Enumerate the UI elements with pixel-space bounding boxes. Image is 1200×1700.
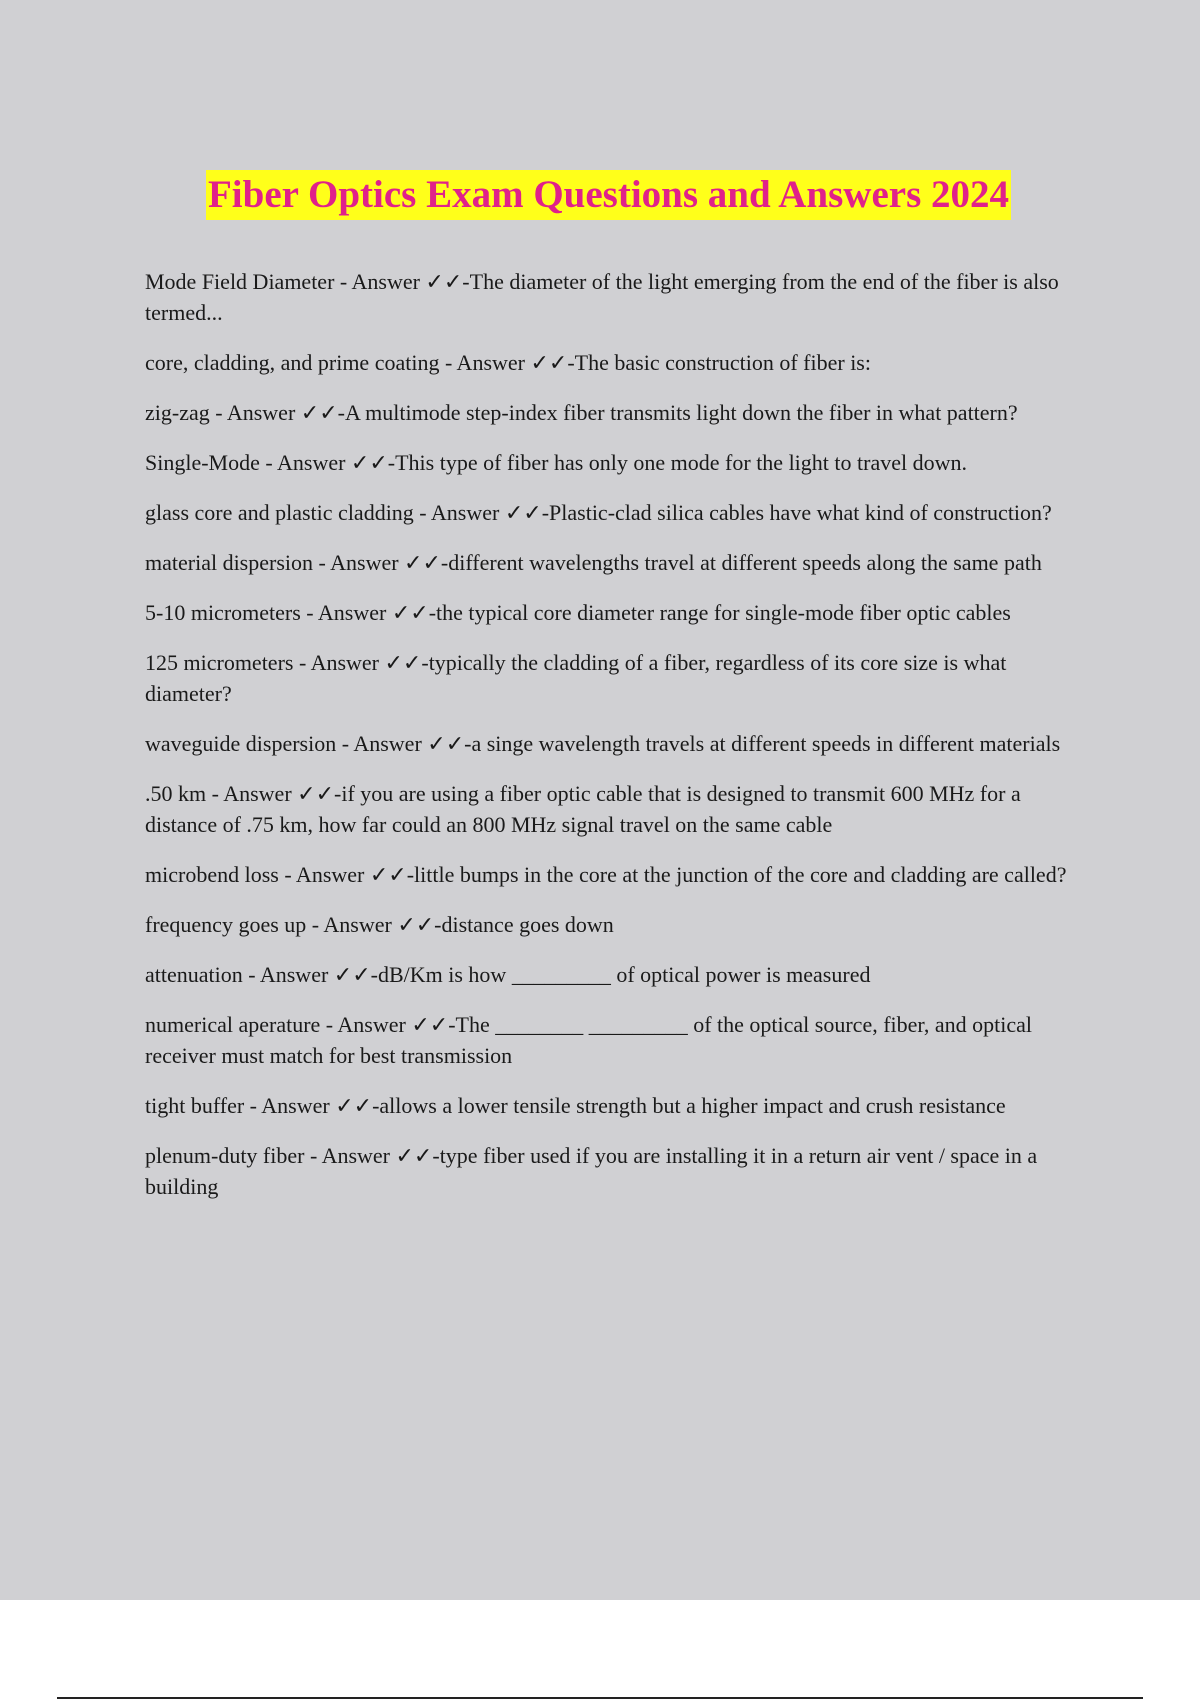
qa-item: attenuation - Answer ✓✓-dB/Km is how _________ of optical power is measured <box>145 962 871 987</box>
page-gap <box>0 1600 1200 1700</box>
qa-list <box>145 266 1090 1221</box>
qa-item: glass core and plastic cladding - Answer ✓✓-Plastic-clad silica cables have what kind of construction? <box>145 500 1052 525</box>
qa-item: waveguide dispersion - Answer ✓✓-a singe wavelength travels at different speeds in different materials <box>145 731 1061 756</box>
qa-item: Mode Field Diameter - Answer ✓✓-The diameter of the light emerging from the end of the fiber is also termed... <box>145 269 1059 325</box>
next-page-border <box>57 1697 1143 1699</box>
qa-item: frequency goes up - Answer ✓✓-distance goes down <box>145 912 614 937</box>
document-title: Fiber Optics Exam Questions and Answers 2024 <box>206 170 1011 220</box>
qa-item: microbend loss - Answer ✓✓-little bumps in the core at the junction of the core and cladding are called? <box>145 862 1067 887</box>
qa-item: 125 micrometers - Answer ✓✓-typically the cladding of a fiber, regardless of its core size is what diameter? <box>145 650 1007 706</box>
qa-item: core, cladding, and prime coating - Answer ✓✓-The basic construction of fiber is: <box>145 350 871 375</box>
title-container <box>0 170 1200 220</box>
qa-item: tight buffer - Answer ✓✓-allows a lower tensile strength but a higher impact and crush resistance <box>145 1093 1006 1118</box>
qa-item: Single-Mode - Answer ✓✓-This type of fiber has only one mode for the light to travel down. <box>145 450 967 475</box>
qa-item: plenum-duty fiber - Answer ✓✓-type fiber used if you are installing it in a return air vent / space in a building <box>145 1143 1038 1199</box>
qa-item: material dispersion - Answer ✓✓-different wavelengths travel at different speeds along the same path <box>145 550 1042 575</box>
qa-item: zig-zag - Answer ✓✓-A multimode step-index fiber transmits light down the fiber in what pattern? <box>145 400 1018 425</box>
qa-item: .50 km - Answer ✓✓-if you are using a fiber optic cable that is designed to transmit 600 MHz for a distance of .75 km, how far could an 800 MHz signal travel on the same cable <box>145 781 1021 837</box>
qa-item: 5-10 micrometers - Answer ✓✓-the typical core diameter range for single-mode fiber optic cables <box>145 600 1011 625</box>
qa-item: numerical aperature - Answer ✓✓-The ________ _________ of the optical source, fiber, and optical receiver must match for best transmission <box>145 1012 1032 1068</box>
